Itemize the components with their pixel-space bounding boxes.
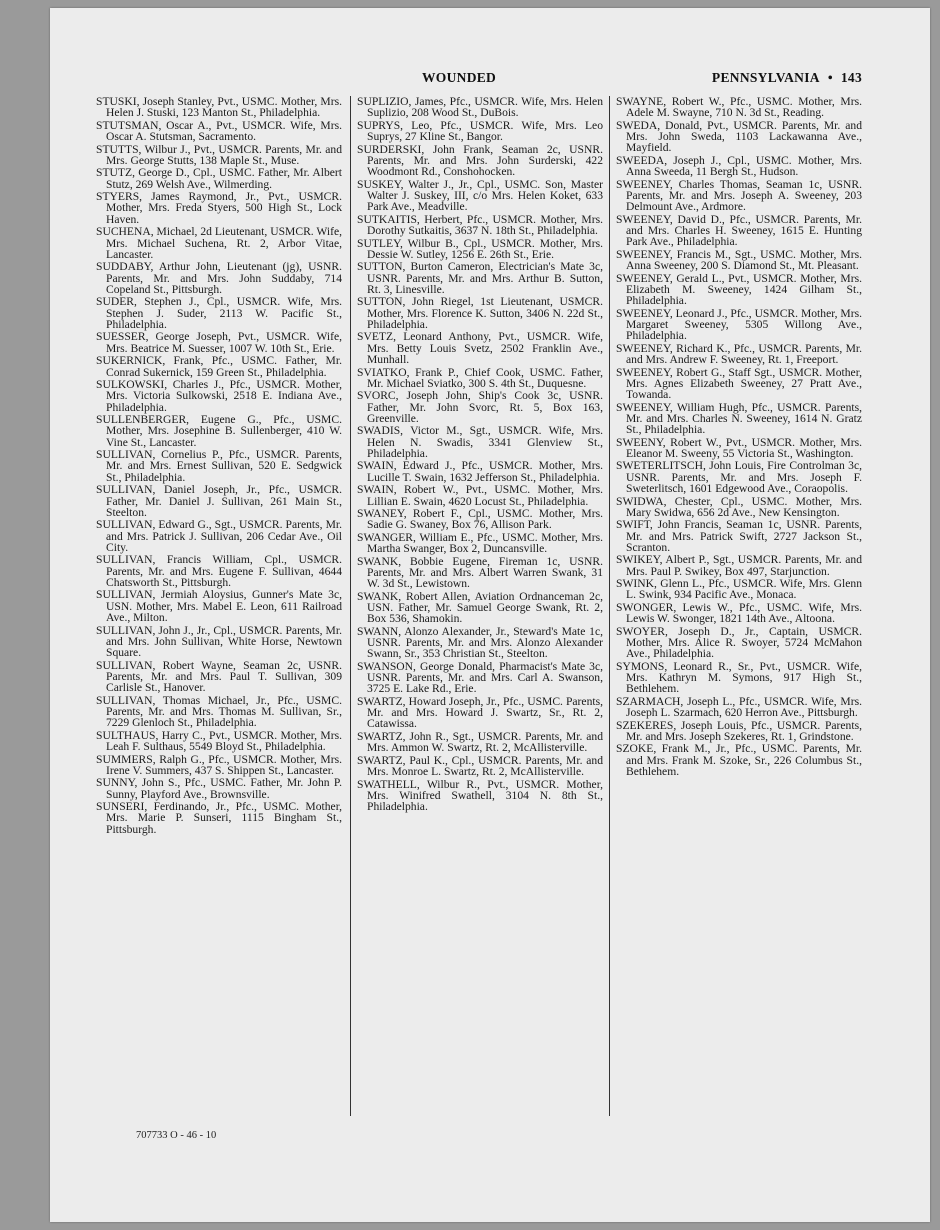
casualty-entry: STUTTS, Wilbur J., Pvt., USMCR. Parents, Mr. and Mrs. George Stutts, 138 Maple St., Muse. [96,142,342,167]
casualty-entry: SUPRYS, Leo, Pfc., USMCR. Wife, Mrs. Leo Suprys, 27 Kline St., Bangor. [357,118,603,144]
casualty-entry: SWAIN, Edward J., Pfc., USMCR. Mother, Mrs. Lucille T. Swain, 1632 Jefferson St., Philadelphia. [357,459,603,484]
casualty-entry: STUTSMAN, Oscar A., Pvt., USMCR. Wife, Mrs. Oscar A. Stutsman, Sacramento. [96,118,342,144]
casualty-entry: SWAIN, Robert W., Pvt., USMC. Mother, Mrs. Lillian E. Swain, 4620 Locust St., Philadelphia. [357,483,603,508]
casualty-entry: SZOKE, Frank M., Jr., Pfc., USMC. Parents, Mr. and Mrs. Frank M. Szoke, Sr., 226 Columbus St., Bethlehem. [616,742,862,779]
casualty-entry: SUDDABY, Arthur John, Lieutenant (jg), USNR. Parents, Mr. and Mrs. John Suddaby, 714 Copeland St., Pittsburgh. [96,260,342,296]
bullet-separator: • [827,70,833,85]
casualty-entry: SVETZ, Leonard Anthony, Pvt., USMCR. Wife, Mrs. Betty Louis Svetz, 2502 Franklin Ave., Munhall. [357,330,603,367]
casualty-entry: SWARTZ, Paul K., Cpl., USMCR. Parents, Mr. and Mrs. Monroe L. Swartz, Rt. 2, McAllisterville. [357,753,603,779]
casualty-entry: SWANN, Alonzo Alexander, Jr., Steward's Mate 1c, USNR. Parents, Mr. and Mrs. Alonzo Alexander Swann, Sr., 353 Christian St., Steelton. [357,624,603,661]
casualty-entry: SWEENY, Robert W., Pvt., USMCR. Mother, Mrs. Eleanor M. Sweeny, 55 Victoria St., Washington. [616,435,862,460]
casualty-entry: SULLIVAN, Thomas Michael, Jr., Pfc., USMC. Parents, Mr. and Mrs. Thomas M. Sullivan, Sr., 7229 Glenloch St., Philadelphia. [96,693,342,730]
document-page [50,8,930,1222]
casualty-entry: SURDERSKI, John Frank, Seaman 2c, USNR. Parents, Mr. and Mrs. John Surderski, 422 Woodmont Rd., Conshohocken. [357,142,603,179]
casualty-entry: SWARTZ, John R., Sgt., USMCR. Parents, Mr. and Mrs. Ammon W. Swartz, Rt. 2, McAllisterville. [357,729,603,755]
casualty-entry: SWADIS, Victor M., Sgt., USMCR. Wife, Mrs. Helen N. Swadis, 3341 Glenview St., Philadelphia. [357,424,603,460]
casualty-entry: SUTTON, John Riegel, 1st Lieutenant, USMCR. Mother, Mrs. Florence K. Sutton, 3406 N. 22d St., Philadelphia. [357,295,603,331]
casualty-entry: SWEENEY, Francis M., Sgt., USMC. Mother, Mrs. Anna Sweeney, 200 S. Diamond St., Mt. Pleasant. [616,247,862,273]
casualty-entry: SWEENEY, Gerald L., Pvt., USMCR. Mother, Mrs. Elizabeth M. Sweeney, 1424 Gilham St., Philadelphia. [616,271,862,308]
casualty-entry: SWANK, Bobbie Eugene, Fireman 1c, USNR. Parents, Mr. and Mrs. Albert Warren Swank, 31 W. 3d St., Lewistown. [357,554,603,591]
entry-columns [96,96,886,1116]
casualty-entry: SWEENEY, Robert G., Staff Sgt., USMCR. Mother, Mrs. Agnes Elizabeth Sweeney, 27 Pratt Ave., Towanda. [616,365,862,402]
casualty-entry: SWEDA, Donald, Pvt., USMCR. Parents, Mr. and Mrs. John Sweda, 1103 Lackawanna Ave., Mayfield. [616,118,862,155]
casualty-entry: SUNSERI, Ferdinando, Jr., Pfc., USMC. Mother, Mrs. Marie P. Sunseri, 1115 Bingham St., Pittsburgh. [96,800,342,836]
casualty-entry: SULLIVAN, Edward G., Sgt., USMCR. Parents, Mr. and Mrs. Patrick J. Sullivan, 206 Cedar Ave., Oil City. [96,518,342,554]
casualty-entry: SYMONS, Leonard R., Sr., Pvt., USMCR. Wife, Mrs. Kathryn M. Symons, 917 High St., Bethlehem. [616,659,862,696]
casualty-entry: SWATHELL, Wilbur R., Pvt., USMCR. Mother, Mrs. Winifred Swathell, 3104 N. 8th St., Philadelphia. [357,777,603,814]
casualty-entry: SWEENEY, Leonard J., Pfc., USMCR. Mother, Mrs. Margaret Sweeney, 5305 Willong Ave., Philadelphia. [616,306,862,343]
casualty-entry: SUTTON, Burton Cameron, Electrician's Mate 3c, USNR. Parents, Mr. and Mrs. Arthur B. Sutton, Rt. 3, Linesville. [357,260,603,296]
casualty-entry: SULLIVAN, Daniel Joseph, Jr., Pfc., USMCR. Father, Mr. Daniel J. Sullivan, 261 Main St., Steelton. [96,483,342,519]
casualty-entry: SWANEY, Robert F., Cpl., USMC. Mother, Mrs. Sadie G. Swaney, Box 76, Allison Park. [357,507,603,532]
casualty-entry: SUMMERS, Ralph G., Pfc., USMCR. Mother, Mrs. Irene V. Summers, 437 S. Shippen St., Lancaster. [96,752,342,777]
casualty-entry: SWANGER, William E., Pfc., USMC. Mother, Mrs. Martha Swanger, Box 2, Duncansville. [357,530,603,556]
casualty-entry: SWARTZ, Howard Joseph, Jr., Pfc., USMC. Parents, Mr. and Mrs. Howard J. Swartz, Sr., Rt. 2, Catawissa. [357,694,603,731]
state-name: PENNSYLVANIA [711,70,820,85]
casualty-entry: SWEENEY, Charles Thomas, Seaman 1c, USNR. Parents, Mr. and Mrs. Joseph A. Sweeney, 203 Delmount Ave., Ardmore. [616,177,862,214]
casualty-entry: SVORC, Joseph John, Ship's Cook 3c, USNR. Father, Mr. John Svorc, Rt. 5, Box 163, Greenville. [357,389,603,425]
casualty-entry: SULTHAUS, Harry C., Pvt., USMCR. Mother, Mrs. Leah F. Sulthaus, 5549 Bloyd St., Philadelphia. [96,728,342,754]
casualty-entry: SULLIVAN, Francis William, Cpl., USMCR. Parents, Mr. and Mrs. Eugene F. Sullivan, 4644 Chatsworth St., Pittsburgh. [96,553,342,589]
section-title: WOUNDED [422,70,497,85]
casualty-entry: SWOYER, Joseph D., Jr., Captain, USMCR. Mother, Mrs. Alice R. Swoyer, 5724 McMahon Ave., Philadelphia. [616,624,862,661]
casualty-entry: SWETERLITSCH, John Louis, Fire Controlman 3c, USNR. Parents, Mr. and Mrs. Joseph F. Sweterlitsch, 1601 Edgewood Ave., Coraopolis. [616,459,862,496]
casualty-entry: STUSKI, Joseph Stanley, Pvt., USMC. Mother, Mrs. Helen J. Stuski, 123 Manton St., Philadelphia. [96,95,342,120]
column-3 [609,96,868,1116]
column-2 [350,96,609,1116]
casualty-entry: SUESSER, George Joseph, Pvt., USMCR. Wife, Mrs. Beatrice M. Suesser, 1007 W. 10th St., Erie. [96,330,342,355]
casualty-entry: SWIKEY, Albert P., Sgt., USMCR. Parents, Mr. and Mrs. Paul P. Swikey, Box 497, Starjunction. [616,553,862,578]
casualty-entry: SWINK, Glenn L., Pfc., USMCR. Wife, Mrs. Glenn L. Swink, 934 Pacific Ave., Monaca. [616,577,862,602]
casualty-entry: SUSKEY, Walter J., Jr., Cpl., USMC. Son, Master Walter J. Suskey, III, c/o Mrs. Helen Koket, 633 Park Ave., Meadville. [357,177,603,214]
casualty-entry: SWEEDA, Joseph J., Cpl., USMC. Mother, Mrs. Anna Sweeda, 11 Bergh St., Hudson. [616,153,862,179]
page-number: 143 [840,70,862,85]
casualty-entry: SWANK, Robert Allen, Aviation Ordnanceman 2c, USN. Father, Mr. Samuel George Swank, Rt. 2, Box 536, Shamokin. [357,589,603,626]
casualty-entry: SUNNY, John S., Pfc., USMC. Father, Mr. John P. Sunny, Playford Ave., Brownsville. [96,776,342,801]
casualty-entry: SZARMACH, Joseph L., Pfc., USMCR. Wife, Mrs. Joseph L. Szarmach, 620 Herron Ave., Pittsburgh. [616,694,862,720]
casualty-entry: SULLIVAN, Cornelius P., Pfc., USMCR. Parents, Mr. and Mrs. Ernest Sullivan, 520 E. Sedgwick St., Philadelphia. [96,448,342,484]
casualty-entry: SWEENEY, Richard K., Pfc., USMCR. Parents, Mr. and Mrs. Andrew F. Sweeney, Rt. 1, Freeport. [616,341,862,367]
casualty-entry: SWIFT, John Francis, Seaman 1c, USNR. Parents, Mr. and Mrs. Patrick Swift, 2727 Jackson St., Scranton. [616,518,862,554]
casualty-entry: SULKOWSKI, Charles J., Pfc., USMCR. Mother, Mrs. Victoria Sulkowski, 2518 E. Indiana Ave., Philadelphia. [96,378,342,414]
page-header [50,70,930,90]
casualty-entry: SZEKERES, Joseph Louis, Pfc., USMCR. Parents, Mr. and Mrs. Joseph Szekeres, Rt. 1, Grindstone. [616,718,862,743]
casualty-entry: SULLIVAN, Jermiah Aloysius, Gunner's Mate 3c, USN. Mother, Mrs. Mabel E. Leon, 611 Railroad Ave., Milton. [96,588,342,625]
column-1 [96,96,350,1116]
casualty-entry: STUTZ, George D., Cpl., USMC. Father, Mr. Albert Stutz, 269 Welsh Ave., Wilmerding. [96,166,342,191]
casualty-entry: SUKERNICK, Frank, Pfc., USMC. Father, Mr. Conrad Sukernick, 159 Green St., Philadelphia. [96,354,342,379]
casualty-entry: STYERS, James Raymond, Jr., Pvt., USMCR. Mother, Mrs. Freda Styers, 500 High St., Lock Haven. [96,190,342,226]
print-code: 707733 O - 46 - 10 [136,1130,217,1141]
casualty-entry: SULLENBERGER, Eugene G., Pfc., USMC. Mother, Mrs. Josephine B. Sullenberger, 410 W. Vine St., Lancaster. [96,413,342,449]
state-heading [712,70,862,86]
casualty-entry: SWONGER, Lewis W., Pfc., USMC. Wife, Mrs. Lewis W. Swonger, 1821 14th Ave., Altoona. [616,600,862,626]
casualty-entry: SWEENEY, William Hugh, Pfc., USMCR. Parents, Mr. and Mrs. Charles N. Sweeney, 1614 N. Gratz St., Philadelphia. [616,400,862,437]
casualty-entry: SUPLIZIO, James, Pfc., USMCR. Wife, Mrs. Helen Suplizio, 208 Wood St., DuBois. [357,95,603,120]
casualty-entry: SUCHENA, Michael, 2d Lieutenant, USMCR. Wife, Mrs. Michael Suchena, Rt. 2, Arbor Vitae, Lancaster. [96,225,342,261]
casualty-entry: SULLIVAN, Robert Wayne, Seaman 2c, USNR. Parents, Mr. and Mrs. Paul T. Sullivan, 309 Carlisle St., Hanover. [96,658,342,695]
casualty-entry: SULLIVAN, John J., Jr., Cpl., USMCR. Parents, Mr. and Mrs. John Sullivan, White Horse, Newtown Square. [96,623,342,660]
casualty-entry: SVIATKO, Frank P., Chief Cook, USMC. Father, Mr. Michael Sviatko, 300 S. 4th St., Duquesne. [357,365,603,390]
casualty-entry: SUTKAITIS, Herbert, Pfc., USMCR. Mother, Mrs. Dorothy Sutkaitis, 3637 N. 18th St., Philadelphia. [357,212,603,238]
casualty-entry: SUTLEY, Wilbur B., Cpl., USMCR. Mother, Mrs. Dessie W. Sutley, 1256 E. 26th St., Erie. [357,236,603,261]
casualty-entry: SWIDWA, Chester, Cpl., USMC. Mother, Mrs. Mary Swidwa, 656 2d Ave., New Kensington. [616,494,862,519]
casualty-entry: SUDER, Stephen J., Cpl., USMCR. Wife, Mrs. Stephen J. Suder, 2113 W. Pacific St., Philadelphia. [96,295,342,331]
casualty-entry: SWAYNE, Robert W., Pfc., USMC. Mother, Mrs. Adele M. Swayne, 710 N. 3d St., Reading. [616,95,862,120]
casualty-entry: SWEENEY, David D., Pfc., USMCR. Parents, Mr. and Mrs. Charles H. Sweeney, 1615 E. Hunting Park Ave., Philadelphia. [616,212,862,249]
casualty-entry: SWANSON, George Donald, Pharmacist's Mate 3c, USNR. Parents, Mr. and Mrs. Carl A. Swanson, 3725 E. Lake Rd., Erie. [357,659,603,696]
